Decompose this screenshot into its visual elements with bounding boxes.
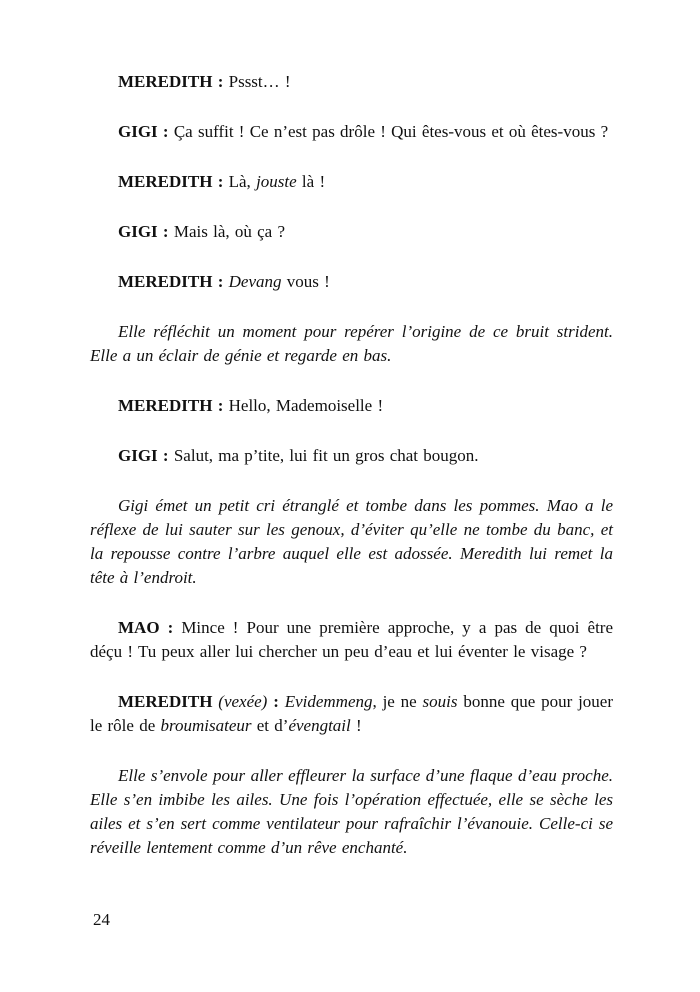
dialogue-paragraph: [90, 690, 613, 738]
text-run: MEREDITH :: [118, 272, 224, 291]
text-run: Mais là, où ça ?: [168, 222, 285, 241]
text-run: GIGI :: [118, 122, 169, 141]
stage-direction: [90, 764, 613, 860]
text-run: vous !: [281, 272, 330, 291]
text-run: GIGI :: [118, 222, 169, 241]
text-run: GIGI :: [118, 446, 169, 465]
dialogue-paragraph: [90, 616, 613, 664]
text-run: (vexée): [218, 692, 268, 711]
text-run: Ça suffit ! Ce n’est pas drôle ! Qui êtes-vous et où êtes-vous ?: [168, 122, 609, 141]
text-run: MEREDITH :: [118, 396, 224, 415]
text-run: bonne que pour jouer le rôle de: [90, 692, 613, 735]
text-run: MEREDITH :: [118, 172, 224, 191]
dialogue-paragraph: [90, 444, 613, 468]
text-run: là !: [296, 172, 326, 191]
text-run: Pssst… !: [223, 72, 291, 91]
text-run: évengtail: [288, 716, 351, 735]
page-text: [90, 70, 613, 860]
stage-direction: [90, 494, 613, 590]
dialogue-paragraph: [90, 170, 613, 194]
dialogue-paragraph: [90, 270, 613, 294]
text-run: MEREDITH: [118, 692, 213, 711]
text-run: Elle s’envole pour aller effleurer la surface d’une flaque d’eau proche. Elle s’en imbibe les ailes. Une fois l’opération effectuée, elle se sèche les ailes et s’en sert comme ventilateur pour rafraîchir l’évanouie. Celle-ci se réveille lentement comme d’un rêve enchanté.: [90, 766, 613, 857]
text-run: souis: [422, 692, 458, 711]
dialogue-paragraph: [90, 70, 613, 94]
stage-direction: [90, 320, 613, 368]
dialogue-paragraph: [90, 220, 613, 244]
page-number: 24: [93, 910, 110, 929]
text-run: :: [273, 692, 279, 711]
text-run: MAO :: [118, 618, 174, 637]
text-run: Là,: [223, 172, 257, 191]
text-run: , je ne: [372, 692, 423, 711]
dialogue-paragraph: [90, 394, 613, 418]
text-run: broumisateur: [160, 716, 252, 735]
text-run: Evidemmeng: [284, 692, 373, 711]
text-run: Elle réfléchit un moment pour repérer l’origine de ce bruit strident. Elle a un éclair de génie et regarde en bas.: [90, 322, 613, 365]
text-run: MEREDITH :: [118, 72, 224, 91]
text-run: !: [350, 716, 362, 735]
text-run: jouste: [256, 172, 297, 191]
dialogue-paragraph: [90, 120, 613, 144]
text-run: Hello, Mademoiselle !: [223, 396, 384, 415]
text-run: Devang: [228, 272, 282, 291]
text-run: Mince ! Pour une première approche, y a pas de quoi être déçu ! Tu peux aller lui chercher un peu d’eau et lui éventer le visage ?: [90, 618, 613, 661]
text-run: Salut, ma p’tite, lui fit un gros chat bougon.: [168, 446, 479, 465]
text-run: Gigi émet un petit cri étranglé et tombe dans les pommes. Mao a le réflexe de lui sauter sur les genoux, d’éviter qu’elle ne tombe du banc, et la repousse contre l’arbre auquel elle est adossée. Meredith lui remet la tête à l’endroit.: [90, 496, 613, 587]
text-run: et d’: [251, 716, 289, 735]
